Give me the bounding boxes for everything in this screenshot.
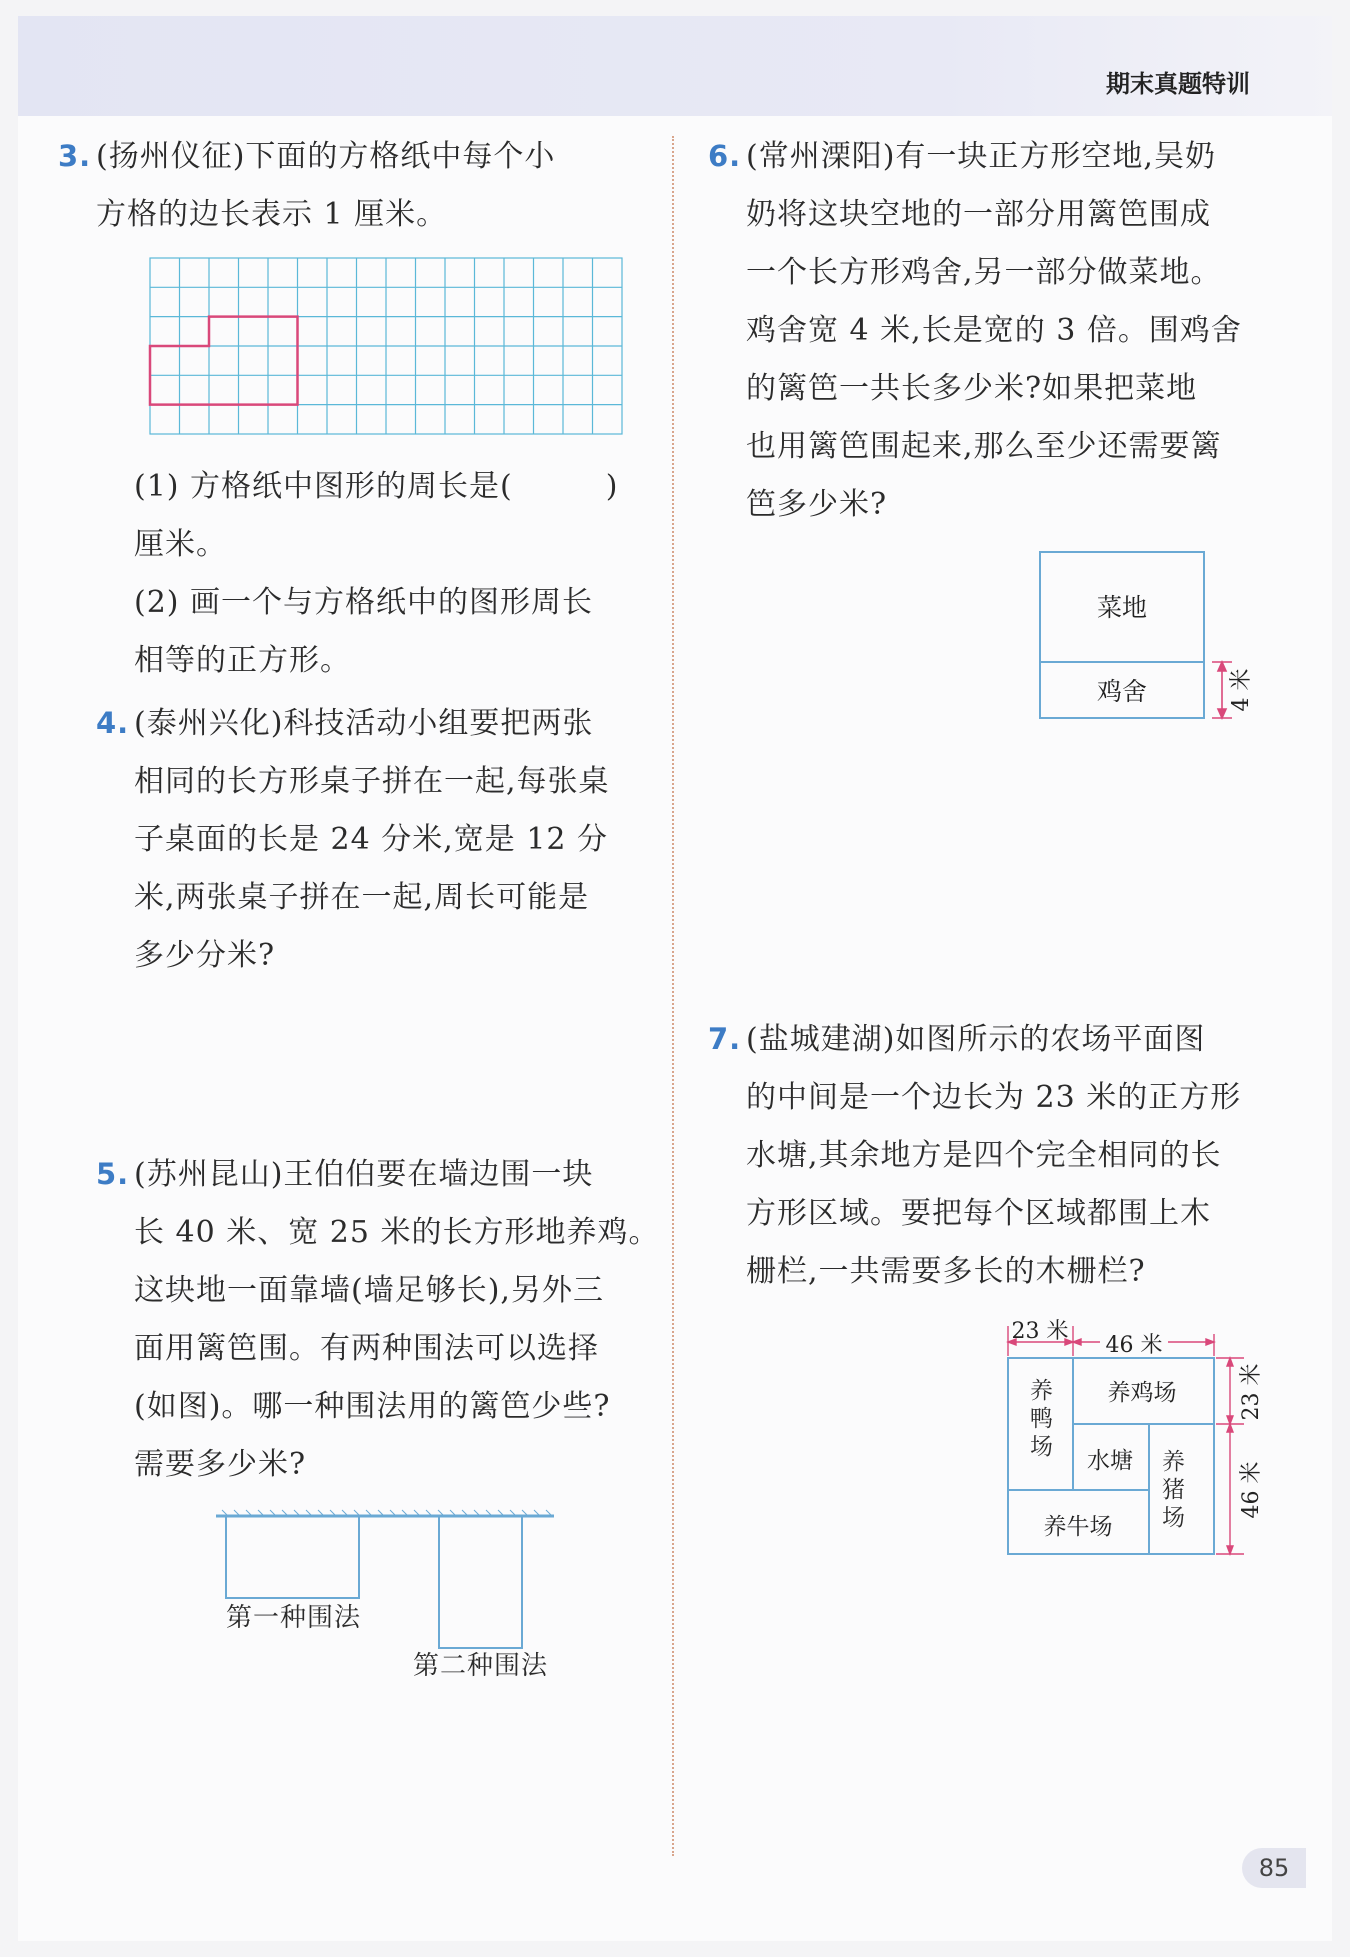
grid-figure <box>148 256 626 438</box>
fence-label-2: 第二种围法 <box>413 1651 549 1681</box>
question-text: 栅栏,一共需要多长的木栅栏? <box>746 1254 1146 1289</box>
question-text: 这块地一面靠墙(墙足够长),另外三 <box>134 1273 604 1308</box>
pond-label: 水塘 <box>1087 1448 1133 1474</box>
question-text: 长 40 米、宽 25 米的长方形地养鸡。 <box>134 1215 660 1250</box>
sub-question-1-cont: 厘米。 <box>134 527 227 562</box>
question-text: 的中间是一个边长为 23 米的正方形 <box>746 1080 1242 1115</box>
question-text: 米,两张桌子拼在一起,周长可能是 <box>134 880 590 915</box>
question-3-parts <box>134 458 654 690</box>
question-text: (如图)。哪一种围法用的篱笆少些? <box>134 1389 611 1424</box>
duck-farm-label: 养鸭场 <box>1030 1378 1054 1460</box>
question-text: (盐城建湖)如图所示的农场平面图 <box>746 1022 1206 1057</box>
question-text: (苏州昆山)王伯伯要在墙边围一块 <box>134 1157 594 1192</box>
question-number: 4. <box>96 706 130 740</box>
question-text: 需要多少米? <box>134 1447 307 1482</box>
question-text: 多少分米? <box>134 938 276 973</box>
question-text: 的篱笆一共长多少米?如果把菜地 <box>746 371 1198 406</box>
cattle-farm-label: 养牛场 <box>1043 1514 1113 1540</box>
fence-label-1: 第一种围法 <box>226 1603 362 1633</box>
question-text: 奶将这块空地的一部分用篱笆围成 <box>746 197 1211 232</box>
dim-23-right-label: 23 米 <box>1239 1363 1264 1421</box>
chicken-farm-label: 养鸡场 <box>1107 1380 1177 1406</box>
question-text: 水塘,其余地方是四个完全相同的长 <box>746 1138 1222 1173</box>
vegetable-label: 菜地 <box>1096 593 1148 622</box>
header-title: 期末真题特训 <box>1106 70 1250 98</box>
dimension-4m-label: 4 米 <box>1229 668 1254 712</box>
question-text: 方格的边长表示 1 厘米。 <box>96 197 448 232</box>
question-3 <box>58 127 656 244</box>
question-number: 6. <box>708 139 742 173</box>
question-text: 笆多少米? <box>746 487 888 522</box>
question-text: 相同的长方形桌子拼在一起,每张桌 <box>134 764 610 799</box>
question-number: 7. <box>708 1022 742 1056</box>
question-text: 方形区域。要把每个区域都围上木 <box>746 1196 1211 1231</box>
column-divider <box>672 136 674 1856</box>
question-text: 鸡舍宽 4 米,长是宽的 3 倍。围鸡舍 <box>746 313 1242 348</box>
question-number: 5. <box>96 1157 130 1191</box>
question-text: (扬州仪征)下面的方格纸中每个小 <box>96 139 556 174</box>
fence-option-1 <box>226 1517 359 1598</box>
question-4 <box>96 694 674 985</box>
dim-23-top-label: 23 米 <box>1011 1319 1069 1344</box>
grid-lines <box>150 258 622 434</box>
pig-farm-label: 养猪场 <box>1162 1449 1186 1531</box>
question-7 <box>708 1010 1286 1301</box>
question-5 <box>96 1145 674 1494</box>
question-text: 子桌面的长是 24 分米,宽是 12 分 <box>134 822 609 857</box>
question-text: 面用篱笆围。有两种围法可以选择 <box>134 1331 599 1366</box>
sub-question-1: (1) 方格纸中图形的周长是( ) <box>134 469 619 504</box>
page-number: 85 <box>1242 1848 1306 1888</box>
sub-question-2: (2) 画一个与方格纸中的图形周长 <box>134 585 594 620</box>
dim-46-top-label: 46 米 <box>1105 1333 1163 1358</box>
dim-46-right-label: 46 米 <box>1239 1461 1264 1519</box>
question-6 <box>708 127 1286 534</box>
question-text: (泰州兴化)科技活动小组要把两张 <box>134 706 594 741</box>
question-text: (常州溧阳)有一块正方形空地,吴奶 <box>746 139 1216 174</box>
question-text: 一个长方形鸡舍,另一部分做菜地。 <box>746 255 1222 290</box>
fence-option-2 <box>439 1517 522 1648</box>
question-number: 3. <box>58 139 92 173</box>
question-text: 也用篱笆围起来,那么至少还需要篱 <box>746 429 1222 464</box>
coop-label: 鸡舍 <box>1096 677 1148 706</box>
l-shape <box>150 317 298 405</box>
square-plot-figure <box>1036 548 1262 724</box>
sub-question-2-cont: 相等的正方形。 <box>134 643 351 678</box>
